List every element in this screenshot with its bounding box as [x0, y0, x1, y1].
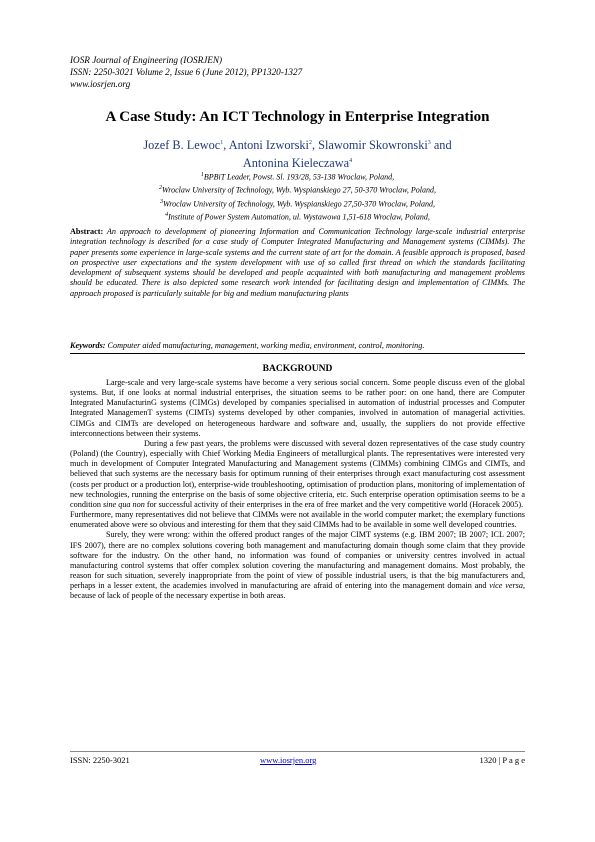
keywords — [70, 341, 525, 351]
author-affil-mark: 3 — [427, 140, 431, 146]
abstract-label: Abstract: — [70, 227, 104, 236]
author-separator: and — [430, 138, 452, 153]
affiliation-number: 1 — [200, 172, 204, 178]
section-heading: BACKGROUND — [262, 364, 333, 374]
issn-line: ISSN: 2250-3021 Volume 2, Issue 6 (June 2012), PP1320-1327 — [70, 67, 303, 77]
affiliation — [0, 197, 595, 210]
affiliation-text: Wroclaw University of Technology, Wyb. Wyspianskiego 27, 50-370 Wroclaw, Poland, — [162, 185, 436, 195]
affiliation — [0, 183, 595, 196]
paragraph-text: During a few past years, the problems were discussed with several dozen representatives of the case study country (Poland) (the Country), especially with Chief Working Media Engineers of metallurgical plants. The representatives were interested very much in development of Computer Integrated Manufacturing and Management systems (CIMMs) combining CIMGs and CIMTs, and believed that such systems are the necessary basis for optimum running of their enterprises through exact manufacturing cost assessment (costs per product or a production lot), enterprise-wide troubleshooting, optimisation of production plans, monitoring of implementation of new technologies, running the enterprise on the basis of some objective criteria, etc. Such enterprise operation optimisation seems to be a condition — [70, 438, 525, 509]
author-affil-mark: 4 — [349, 158, 353, 165]
affiliation — [0, 210, 595, 223]
paper-title: A Case Study: An ICT Technology in Enterprise Integration — [105, 109, 490, 125]
paragraph-text: for successful activity of their enterprises in the era of free market and the very competitive world (Horacek 2005). — [144, 499, 524, 509]
footer-divider — [70, 751, 525, 752]
affiliation-text: Institute of Power System Automation, ul. Wystawowa 1,51-618 Wroclaw, Poland, — [168, 212, 430, 222]
paragraph-emphasis: sine qua non — [102, 499, 145, 509]
keywords-divider — [70, 353, 525, 354]
author-name: Antonina Kieleczawa — [242, 156, 350, 171]
paragraph-text: , because of lack of people of the necessary expertise in both areas. — [70, 581, 525, 601]
journal-name: IOSR Journal of Engineering (IOSRJEN) — [70, 55, 223, 65]
paragraph — [70, 530, 525, 601]
paragraph: Large-scale and very large-scale systems have become a very serious social concern. Some people discuss even of the global systems. But, if one looks at normal industrial enterprises, the situation seems to be rather poor: on one hand, there are Computer Integrated ManufacturinG systems (CIMGs) developed by companies specialised in automation of industrial processes and Computer Integrated ManagemenT systems (CIMTs) systems developed by other companies, involved in automation of managerial activities. CIMGs and CIMTs are developed on heterogeneous hardware and software and, usually, the suppliers do not provide effective interconnections between their systems. — [70, 378, 525, 438]
body-text — [70, 378, 525, 601]
page-number: 1320 | P a g e — [479, 755, 525, 765]
paragraph — [70, 439, 525, 510]
affiliation-number: 3 — [160, 198, 164, 205]
affiliation-text: BPBiT Leader, Powst. Sl. 193/28, 53-138 Wroclaw, Poland, — [203, 172, 395, 182]
author-separator: , — [223, 138, 229, 153]
footer-website-link[interactable]: www.iosrjen.org — [260, 755, 317, 765]
footer-issn: ISSN: 2250-3021 — [70, 755, 130, 765]
journal-header — [70, 54, 302, 90]
author-name: Antoni Izworski — [228, 138, 309, 153]
author-separator: , — [311, 138, 319, 153]
affiliation-number: 2 — [159, 185, 163, 192]
journal-website: www.iosrjen.org — [70, 79, 131, 89]
author-name: Slawomir Skowronski — [318, 138, 428, 153]
author-list — [100, 135, 495, 171]
affiliation — [0, 170, 595, 183]
paragraph: Furthermore, many representatives did not believe that CIMMs were not available in the world computer market; the exemplary functions enumerated above were so obvious and interesting for them that they said CIMMs had to be available in some well developed countries. — [70, 510, 525, 530]
keywords-label: Keywords: — [70, 341, 106, 350]
author-affil-mark: 2 — [308, 140, 312, 146]
abstract — [70, 227, 525, 299]
author-name: Jozef B. Lewoc — [143, 138, 221, 153]
author-affil-mark: 1 — [220, 140, 224, 146]
affiliation-list — [0, 170, 595, 223]
paragraph-text: Surely, they were wrong: within the offered product ranges of the major CIMT systems (e.g. IBM 2007; IB 2007; ICL 2007; IFS 2007), there are no complex solutions covering both management and manufacturing domain though some claim that they provide software for the industry. On the other hand, no information was found of companies or university centres involved in actual manufacturing control systems that offer complex solution covering the manufacturing and management domains. Most probably, the reason for such situation, severely inappropriate from the point of view of possible industrial users, is that the big manufacturers and, perhaps in a lesser extent, the academies involved in manufacturing are afraid of entering into the management domain and — [70, 530, 525, 591]
abstract-text: An approach to development of pioneering Information and Communication Technology large-scale industrial enterprise integration technology is described for a case study of Computer Integrated Manufacturing and Management systems (CIMMs). The paper presents some experience in large-scale systems and the current state of art for the domain. A feasible approach is proposed, based on prospective user expectations and the system development with use of so called first thread on which the standards facilitating development of subsequent systems should be developed and people acquainted with both manufacturing and management problems should be educated. There is also depicted some research work intended for facilitating design and implementation of CIMMs. The approach proposed is particularly suitable for big and medium manufacturing plants — [70, 227, 525, 298]
affiliation-text: Wroclaw University of Technology, Wyb. Wyspianskiego 27,50-370 Wroclaw, Poland, — [163, 199, 435, 209]
affiliation-number: 4 — [165, 211, 169, 218]
paragraph-emphasis: vice versa — [489, 581, 523, 591]
keywords-text: Computer aided manufacturing, management, working media, environment, control, monitoring. — [107, 341, 425, 350]
